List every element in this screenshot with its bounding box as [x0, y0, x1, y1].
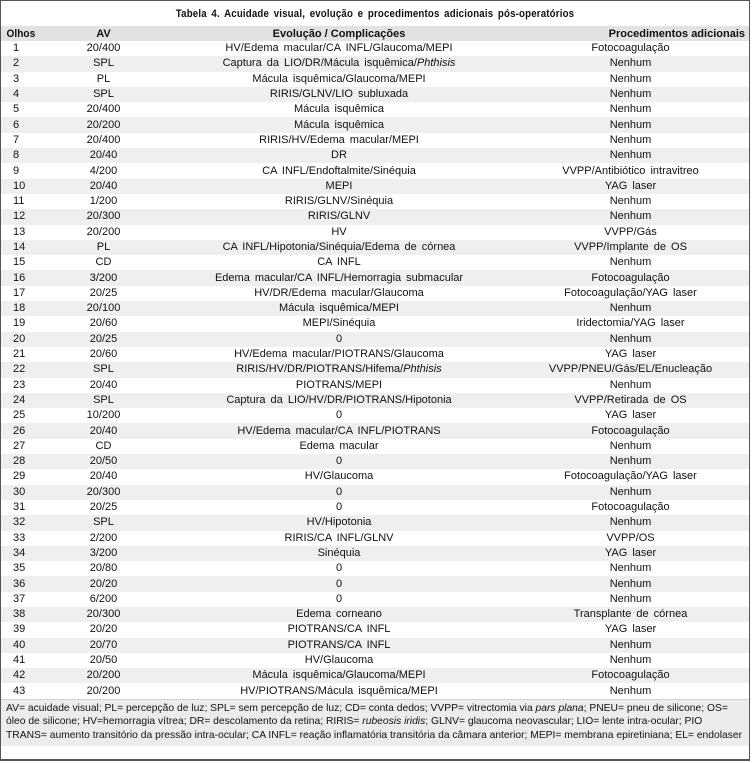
cell-visual-acuity: 20/400 — [86, 103, 121, 116]
table-row — [1, 576, 749, 591]
cell-evolution — [166, 194, 512, 209]
evolution-text: 0 — [335, 332, 343, 345]
cell-visual-acuity: 20/25 — [89, 501, 118, 514]
table-row — [1, 347, 749, 362]
cell-eye-number: 21 — [13, 348, 26, 361]
cell-procedures: Nenhum — [609, 149, 652, 162]
cell-evolution — [166, 332, 512, 347]
footnote-italic-term: pars plana — [535, 702, 584, 714]
cell-eye-number: 18 — [13, 302, 26, 315]
cell-evolution — [166, 316, 512, 331]
cell-eye-number: 14 — [13, 241, 26, 253]
cell-procedures: Nenhum — [609, 455, 652, 468]
evolution-text: Mácula isquêmica — [293, 103, 385, 116]
cell-procedures: Fotocoagulação — [591, 271, 670, 284]
table-row — [1, 515, 749, 530]
cell-visual-acuity: 4/200 — [89, 164, 118, 177]
cell-visual-acuity: 3/200 — [89, 271, 118, 284]
evolution-text: MEPI/Sinéquia — [302, 317, 376, 330]
cell-eye-number: 38 — [13, 608, 26, 621]
cell-eye-number: 7 — [13, 133, 20, 146]
cell-evolution — [166, 72, 512, 87]
cell-visual-acuity: 10/200 — [86, 409, 121, 422]
table-row — [1, 133, 749, 148]
cell-procedures: Fotocoagulação/YAG laser — [564, 286, 697, 299]
cell-evolution — [166, 41, 512, 56]
cell-eye-number: 34 — [13, 546, 26, 559]
table-row — [1, 638, 749, 653]
cell-eye-number: 2 — [13, 57, 20, 70]
table-row — [1, 454, 749, 469]
table-footnote — [1, 699, 749, 747]
cell-evolution — [166, 255, 512, 270]
cell-eye-number: 4 — [13, 88, 20, 101]
table-row — [1, 408, 749, 423]
cell-eye-number: 41 — [13, 654, 26, 667]
cell-visual-acuity: 20/200 — [86, 684, 121, 697]
column-header-eyes: Olhos — [6, 27, 36, 40]
cell-visual-acuity: 20/40 — [89, 149, 118, 162]
cell-evolution — [166, 439, 512, 454]
cell-visual-acuity: 20/50 — [89, 654, 118, 667]
cell-visual-acuity: 20/200 — [86, 118, 121, 131]
cell-evolution — [166, 653, 512, 668]
table-row — [1, 546, 749, 561]
cell-eye-number: 15 — [13, 256, 26, 269]
table-row — [1, 439, 749, 454]
cell-visual-acuity: SPL — [93, 516, 114, 529]
evolution-text: Captura da LIO/HV/DR/PIOTRANS/Hipotonia — [226, 393, 452, 406]
evolution-text: RIRIS/HV/Edema macular/MEPI — [259, 133, 419, 146]
cell-eye-number: 36 — [13, 577, 26, 590]
cell-evolution — [166, 393, 512, 408]
evolution-italic-term: Phthisis — [403, 363, 442, 376]
cell-evolution — [166, 209, 512, 224]
cell-procedures: Fotocoagulação — [591, 424, 670, 437]
cell-visual-acuity: CD — [95, 256, 112, 269]
cell-visual-acuity: PL — [96, 72, 111, 85]
column-header-visual-acuity: AV — [96, 27, 111, 40]
cell-evolution — [166, 117, 512, 132]
evolution-text: RIRIS/GLNV/LIO subluxada — [269, 88, 409, 101]
cell-evolution — [166, 454, 512, 469]
cell-procedures: Nenhum — [609, 103, 652, 116]
evolution-text: HV/Edema macular/CA INFL/Glaucoma/MEPI — [225, 42, 453, 55]
footnote-text: ; PNEU= pneu de silicone; OS= óleo de silicone; HV=hemorragia vítrea; DR= descolamento da retina; RIRIS= — [6, 702, 728, 728]
cell-procedures: Fotocoagulação — [591, 42, 670, 55]
cell-evolution — [166, 163, 512, 178]
cell-procedures: VVPP/OS — [606, 531, 655, 544]
evolution-text: HV/DR/Edema macular/Glaucoma — [254, 286, 424, 299]
cell-eye-number: 20 — [13, 332, 26, 345]
cell-visual-acuity: 20/40 — [89, 424, 118, 437]
table-row — [1, 683, 749, 698]
cell-procedures: VVPP/Gás — [604, 225, 657, 238]
cell-evolution — [166, 485, 512, 500]
evolution-text: RIRIS/GLNV/Sinéquia — [284, 195, 394, 208]
table-row — [1, 225, 749, 240]
table-row — [1, 102, 749, 117]
cell-procedures: Nenhum — [609, 654, 652, 667]
cell-visual-acuity: SPL — [93, 393, 114, 406]
cell-eye-number: 28 — [13, 455, 26, 468]
table-row — [1, 87, 749, 102]
evolution-text: HV/Edema macular/CA INFL/PIOTRANS — [237, 424, 441, 437]
cell-procedures: Nenhum — [609, 577, 652, 590]
cell-eye-number: 33 — [13, 531, 26, 544]
cell-procedures: VVPP/Antibiótico intravitreo — [562, 164, 699, 177]
cell-evolution — [166, 531, 512, 546]
cell-evolution — [166, 423, 512, 438]
cell-visual-acuity: SPL — [93, 363, 114, 376]
cell-visual-acuity: 20/100 — [86, 302, 121, 315]
table-row — [1, 332, 749, 347]
column-header-procedures: Procedimentos adicionais — [608, 27, 745, 40]
evolution-text: RIRIS/HV/DR/PIOTRANS/Hifema/ — [236, 363, 404, 376]
cell-evolution — [166, 592, 512, 607]
cell-eye-number: 43 — [13, 684, 26, 697]
cell-visual-acuity: 20/400 — [86, 133, 121, 146]
evolution-text: Edema macular/CA INFL/Hemorragia submacular — [214, 271, 464, 284]
cell-evolution — [166, 668, 512, 683]
cell-eye-number: 13 — [13, 225, 26, 238]
table-header-row — [1, 26, 749, 41]
cell-eye-number: 25 — [13, 409, 26, 422]
table-row — [1, 194, 749, 209]
cell-eye-number: 12 — [13, 210, 26, 223]
cell-evolution — [166, 607, 512, 622]
cell-evolution — [166, 133, 512, 148]
cell-visual-acuity: 20/80 — [89, 562, 118, 575]
table-row — [1, 378, 749, 393]
cell-visual-acuity: 3/200 — [89, 546, 118, 559]
cell-eye-number: 3 — [13, 72, 20, 85]
cell-procedures: Nenhum — [609, 378, 652, 391]
evolution-text: 0 — [335, 562, 343, 575]
table-row — [1, 117, 749, 132]
table-row — [1, 561, 749, 576]
evolution-text: 0 — [335, 592, 343, 605]
cell-evolution — [166, 87, 512, 102]
evolution-text: Mácula isquêmica/Glaucoma/MEPI — [252, 72, 426, 85]
cell-evolution — [166, 362, 512, 377]
evolution-text: 0 — [335, 409, 343, 422]
table-row — [1, 301, 749, 316]
cell-procedures: Nenhum — [609, 210, 652, 223]
cell-eye-number: 24 — [13, 393, 26, 406]
cell-procedures: YAG laser — [604, 409, 657, 422]
evolution-text: HV/Edema macular/PIOTRANS/Glaucoma — [234, 348, 444, 361]
cell-evolution — [166, 225, 512, 240]
cell-evolution — [166, 347, 512, 362]
cell-procedures: VVPP/Implante de OS — [574, 241, 687, 253]
table-row — [1, 163, 749, 178]
evolution-text: Mácula isquêmica/Glaucoma/MEPI — [252, 669, 426, 682]
cell-evolution — [166, 500, 512, 515]
evolution-text: DR — [331, 149, 347, 162]
cell-procedures: VVPP/Retirada de OS — [574, 393, 687, 406]
cell-evolution — [166, 240, 512, 255]
cell-procedures: VVPP/PNEU/Gás/EL/Enucleação — [548, 363, 713, 376]
cell-procedures: Nenhum — [609, 516, 652, 529]
cell-eye-number: 16 — [13, 271, 26, 284]
results-table — [1, 26, 749, 699]
cell-visual-acuity: 20/70 — [89, 638, 118, 651]
evolution-text: HV/Hipotonia — [306, 516, 372, 529]
cell-eye-number: 9 — [13, 164, 20, 177]
table-row — [1, 469, 749, 484]
cell-visual-acuity: 20/300 — [86, 608, 121, 621]
cell-procedures: Nenhum — [609, 88, 652, 101]
table-title: Tabela 4. Acuidade visual, evolução e procedimentos adicionais pós-operatórios — [175, 8, 575, 20]
cell-visual-acuity: 20/40 — [89, 179, 118, 192]
evolution-text: RIRIS/GLNV — [307, 210, 371, 223]
cell-evolution — [166, 102, 512, 117]
table-row — [1, 179, 749, 194]
evolution-text: Mácula isquêmica — [293, 118, 385, 131]
table-body — [1, 41, 749, 699]
cell-evolution — [166, 270, 512, 285]
cell-visual-acuity: 20/60 — [89, 348, 118, 361]
cell-eye-number: 31 — [13, 501, 26, 514]
cell-procedures: Nenhum — [609, 118, 652, 131]
cell-procedures: Nenhum — [609, 57, 652, 70]
evolution-text: CA INFL/Endoftalmite/Sinéquia — [262, 164, 416, 177]
evolution-text: CA INFL/Hipotonia/Sinéquia/Edema de córnea — [222, 241, 456, 253]
cell-procedures: Nenhum — [609, 485, 652, 498]
evolution-text: PIOTRANS/CA INFL — [287, 638, 391, 651]
evolution-text: CA INFL — [317, 256, 361, 269]
cell-evolution — [166, 683, 512, 698]
cell-procedures: YAG laser — [604, 623, 657, 636]
cell-eye-number: 32 — [13, 516, 26, 529]
table-row — [1, 653, 749, 668]
cell-eye-number: 27 — [13, 439, 26, 452]
cell-evolution — [166, 546, 512, 561]
cell-visual-acuity: 20/60 — [89, 317, 118, 330]
cell-visual-acuity: 20/20 — [89, 623, 118, 636]
cell-procedures: Nenhum — [609, 638, 652, 651]
cell-evolution — [166, 576, 512, 591]
cell-visual-acuity: SPL — [93, 57, 114, 70]
cell-eye-number: 26 — [13, 424, 26, 437]
cell-visual-acuity: 20/25 — [89, 286, 118, 299]
cell-visual-acuity: CD — [95, 439, 112, 452]
evolution-text: PIOTRANS/MEPI — [295, 378, 383, 391]
cell-evolution — [166, 179, 512, 194]
cell-procedures: Nenhum — [609, 592, 652, 605]
evolution-text: Edema macular — [299, 439, 379, 452]
cell-evolution — [166, 408, 512, 423]
table-row — [1, 240, 749, 255]
evolution-text: HV/Glaucoma — [304, 654, 374, 667]
cell-eye-number: 29 — [13, 470, 26, 483]
cell-evolution — [166, 622, 512, 637]
cell-eye-number: 1 — [13, 42, 20, 55]
cell-eye-number: 30 — [13, 485, 26, 498]
cell-eye-number: 17 — [13, 286, 26, 299]
cell-visual-acuity: 20/300 — [86, 485, 121, 498]
cell-procedures: Nenhum — [609, 195, 652, 208]
cell-evolution — [166, 286, 512, 301]
evolution-text: 0 — [335, 485, 343, 498]
table-row — [1, 531, 749, 546]
evolution-text: Sinéquia — [317, 546, 361, 559]
evolution-text: 0 — [335, 455, 343, 468]
cell-visual-acuity: 6/200 — [89, 592, 118, 605]
cell-evolution — [166, 301, 512, 316]
table-row — [1, 362, 749, 377]
cell-eye-number: 8 — [13, 149, 20, 162]
cell-evolution — [166, 378, 512, 393]
cell-eye-number: 37 — [13, 592, 26, 605]
cell-procedures: YAG laser — [604, 348, 657, 361]
cell-procedures: Fotocoagulação — [591, 669, 670, 682]
cell-visual-acuity: 1/200 — [89, 195, 118, 208]
cell-procedures: Fotocoagulação/YAG laser — [564, 470, 697, 483]
column-header-evolution: Evolução / Complicações — [272, 27, 406, 40]
cell-visual-acuity: SPL — [93, 88, 114, 101]
cell-visual-acuity: 20/40 — [89, 378, 118, 391]
cell-visual-acuity: 20/40 — [89, 470, 118, 483]
evolution-text: Mácula isquêmica/MEPI — [279, 302, 399, 315]
cell-visual-acuity: 2/200 — [89, 531, 118, 544]
cell-eye-number: 22 — [13, 363, 26, 376]
cell-visual-acuity: 20/400 — [86, 42, 121, 55]
cell-visual-acuity: 20/50 — [89, 455, 118, 468]
table-row — [1, 592, 749, 607]
table-row — [1, 622, 749, 637]
cell-evolution — [166, 469, 512, 484]
cell-eye-number: 10 — [13, 179, 26, 192]
table-row — [1, 423, 749, 438]
cell-procedures: Nenhum — [609, 256, 652, 269]
cell-evolution — [166, 148, 512, 163]
table-row — [1, 41, 749, 56]
cell-eye-number: 23 — [13, 378, 26, 391]
cell-procedures: Nenhum — [609, 684, 652, 697]
table-row — [1, 316, 749, 331]
cell-procedures: Transplante de córnea — [573, 608, 688, 621]
evolution-italic-term: Phthisis — [416, 57, 456, 70]
table-row — [1, 485, 749, 500]
table-row — [1, 393, 749, 408]
cell-eye-number: 40 — [13, 638, 26, 651]
cell-eye-number: 42 — [13, 669, 26, 682]
table-row — [1, 148, 749, 163]
evolution-text: RIRIS/CA INFL/GLNV — [284, 531, 394, 544]
cell-procedures: Nenhum — [609, 439, 652, 452]
cell-procedures: Iridectomia/YAG laser — [576, 317, 685, 330]
cell-procedures: Nenhum — [609, 332, 652, 345]
cell-eye-number: 6 — [13, 118, 20, 131]
cell-procedures: YAG laser — [604, 546, 657, 559]
cell-procedures: YAG laser — [604, 179, 657, 192]
cell-visual-acuity: 20/200 — [86, 669, 121, 682]
evolution-text: HV/PIOTRANS/Mácula isquêmica/MEPI — [240, 684, 438, 697]
evolution-text: Captura da LIO/DR/Mácula isquêmica/ — [222, 57, 417, 70]
cell-eye-number: 35 — [13, 562, 26, 575]
table-row — [1, 209, 749, 224]
cell-eye-number: 5 — [13, 103, 20, 116]
footnote-text: AV= acuidade visual; PL= percepção de luz; SPL= sem percepção de luz; CD= conta dedos; VVPP= vitrectomia via — [6, 702, 536, 714]
footnote-italic-term: rubeosis iridis — [362, 716, 426, 728]
cell-evolution — [166, 515, 512, 530]
table-row — [1, 500, 749, 515]
cell-procedures: Nenhum — [609, 72, 652, 85]
cell-procedures: Fotocoagulação — [591, 501, 670, 514]
cell-evolution — [166, 638, 512, 653]
cell-visual-acuity: 20/25 — [89, 332, 118, 345]
table-row — [1, 56, 749, 71]
cell-visual-acuity: 20/20 — [89, 577, 118, 590]
table-row — [1, 255, 749, 270]
cell-evolution — [166, 561, 512, 576]
evolution-text: MEPI — [325, 179, 353, 192]
table-row — [1, 607, 749, 622]
cell-procedures: Nenhum — [609, 133, 652, 146]
table-row — [1, 72, 749, 87]
evolution-text: 0 — [335, 501, 343, 514]
evolution-text: HV/Glaucoma — [304, 470, 374, 483]
cell-eye-number: 39 — [13, 623, 26, 636]
cell-procedures: Nenhum — [609, 562, 652, 575]
cell-procedures: Nenhum — [609, 302, 652, 315]
cell-eye-number: 19 — [13, 317, 26, 330]
footnote-text: ; GLNV= glaucoma neovascular; LIO= lente intra-ocular; PIO TRANS= aumento transitório da pressão intra-ocular; CA INFL= reação inflamatória transitória da câmara anterior; MEPI= membrana epiretiniana; EL= endolaser — [6, 716, 743, 741]
evolution-text: 0 — [335, 577, 343, 590]
evolution-text: Edema corneano — [296, 608, 382, 621]
table-row — [1, 270, 749, 285]
cell-visual-acuity: PL — [96, 241, 111, 253]
table-row — [1, 668, 749, 683]
evolution-text: PIOTRANS/CA INFL — [287, 623, 391, 636]
cell-visual-acuity: 20/200 — [86, 225, 121, 238]
table-row — [1, 286, 749, 301]
cell-eye-number: 11 — [13, 195, 25, 208]
cell-visual-acuity: 20/300 — [86, 210, 121, 223]
cell-evolution — [166, 56, 512, 71]
evolution-text: HV — [331, 225, 347, 238]
